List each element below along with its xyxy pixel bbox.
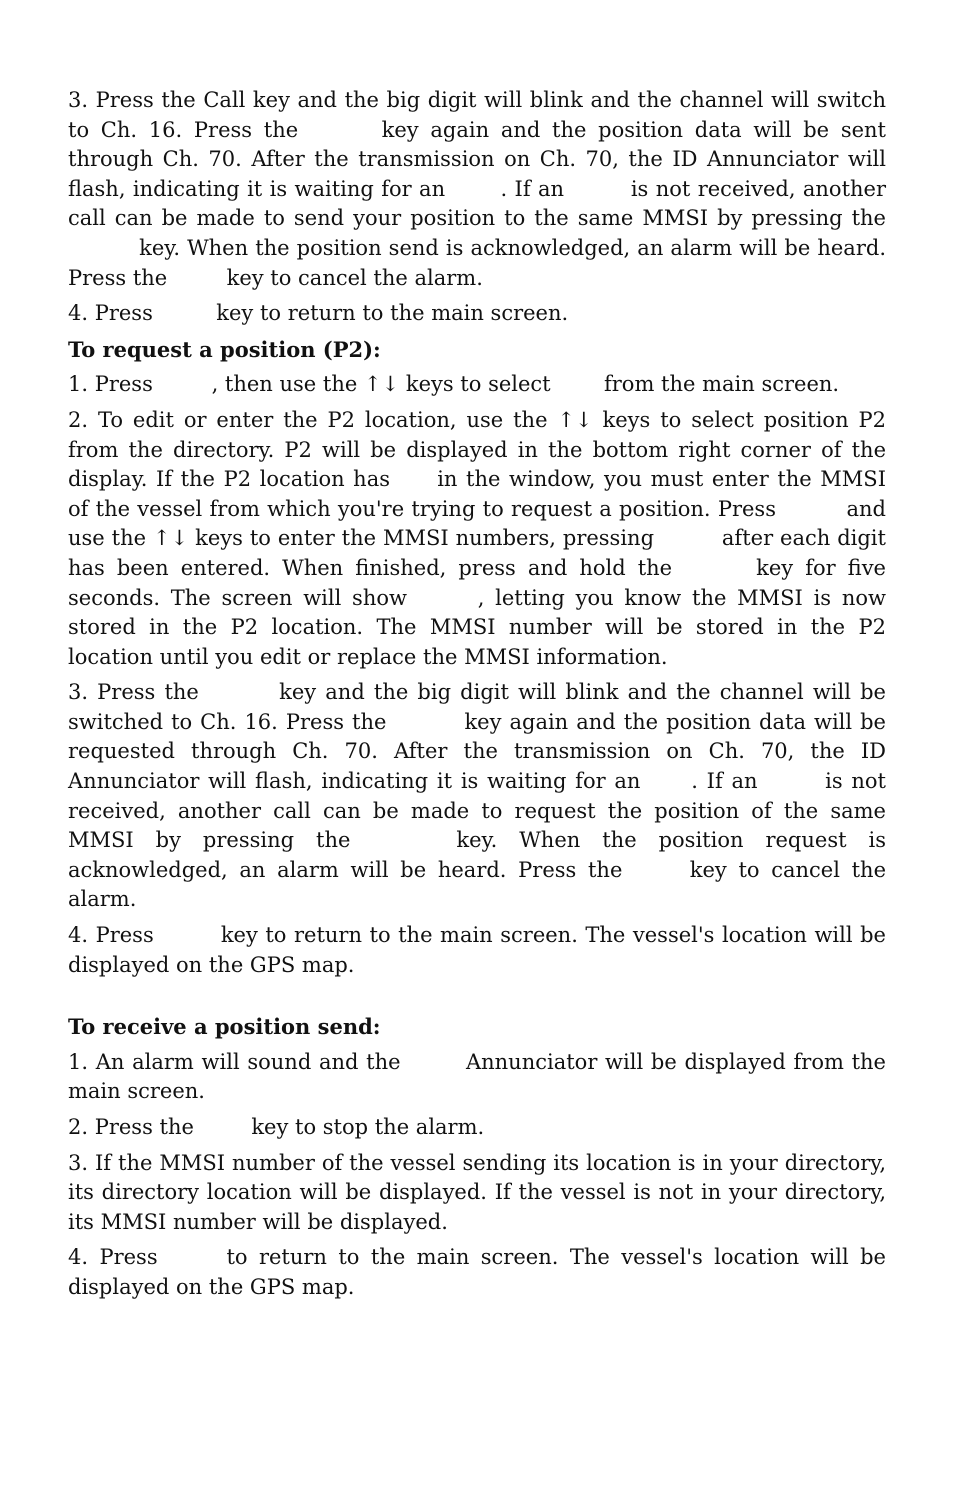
step-2-request [68, 406, 886, 672]
text: . If an [500, 176, 565, 201]
text: from the main screen. [604, 372, 840, 397]
text: 3. Press the [68, 680, 199, 705]
text: after each digit has been entered. When finished, press and hold the [68, 526, 886, 580]
text: key and the big digit will blink and the channel will be switched to Ch. 16. Press the [68, 680, 886, 734]
text: key to cancel the alarm. [68, 857, 886, 912]
section-heading-request: To request a position (P2): [68, 336, 381, 362]
step-3-receive: 3. If the MMSI number of the vessel sending its location is in your directory, its directory location will be displayed. If the vessel is not in your directory, its MMSI number will be displayed. [68, 1150, 886, 1234]
step-3-send [68, 86, 886, 293]
text: key to return to the main screen. [216, 301, 569, 326]
manual-page [68, 86, 886, 1309]
text: and use the ↑↓ keys to enter the MMSI numbers, pressing [68, 496, 886, 551]
step-4-request [68, 921, 886, 980]
text: 2. Press the [68, 1115, 194, 1139]
text: , letting you know the MMSI is now stored in the P2 location. The MMSI number will be stored in the P2 location until you edit or replace the MMSI information. [68, 585, 886, 669]
text: key again and the position data will be requested through Ch. 70. After the transmission on Ch. 70, the ID Annunciator will flash, indicating it is waiting for an [68, 709, 886, 794]
text: 4. Press [68, 923, 154, 948]
text: key to cancel the alarm. [226, 265, 483, 290]
step-4-send [68, 299, 886, 329]
text: in the window, you must enter the MMSI of the vessel from which you're trying to request a position. Press [68, 467, 886, 521]
text: . If an [691, 769, 758, 794]
text: 1. Press [68, 372, 153, 397]
text: 1. An alarm will sound and the [68, 1049, 401, 1074]
text: key to stop the alarm. [251, 1115, 485, 1139]
text: key for five seconds. The screen will show [68, 555, 886, 610]
step-2-receive [68, 1113, 886, 1143]
text: is not received, another call can be made to send your position to the same MMSI by pressing the [68, 176, 886, 231]
text: key. When the position send is acknowledged, an alarm will be heard. Press the [68, 235, 886, 290]
text: to return to the main screen. The vessel's location will be displayed on the GPS map. [68, 1245, 886, 1299]
text: is not received, another call can be made to request the position of the same MMSI by pressing the [68, 769, 886, 853]
text: 2. To edit or enter the P2 location, use the ↑↓ keys to select position P2 from the directory. P2 will be displayed in the bottom right corner of the display. If the P2 location has [68, 407, 886, 492]
text: , then use the ↑↓ keys to select [211, 372, 551, 397]
section-heading-receive: To receive a position send: [68, 1014, 381, 1040]
text: 4. Press [68, 1245, 158, 1270]
text: 4. Press [68, 301, 153, 326]
text: key to return to the main screen. The vessel's location will be displayed on the GPS map. [68, 923, 886, 977]
text: 3. Press the Call key and the big digit will blink and the channel will switch to Ch. 16. Press the [68, 88, 886, 142]
text: key. When the position request is acknowledged, an alarm will be heard. Press the [68, 828, 886, 882]
step-1-request [68, 370, 886, 400]
section-spacer [68, 986, 886, 1012]
text: Annunciator will be displayed from the main screen. [68, 1049, 886, 1104]
step-3-request [68, 678, 886, 915]
step-1-receive [68, 1048, 886, 1107]
step-4-receive [68, 1243, 886, 1302]
text: key again and the position data will be sent through Ch. 70. After the transmission on Ch. 70, the ID Annunciator will flash, indicating it is waiting for an [68, 117, 886, 201]
